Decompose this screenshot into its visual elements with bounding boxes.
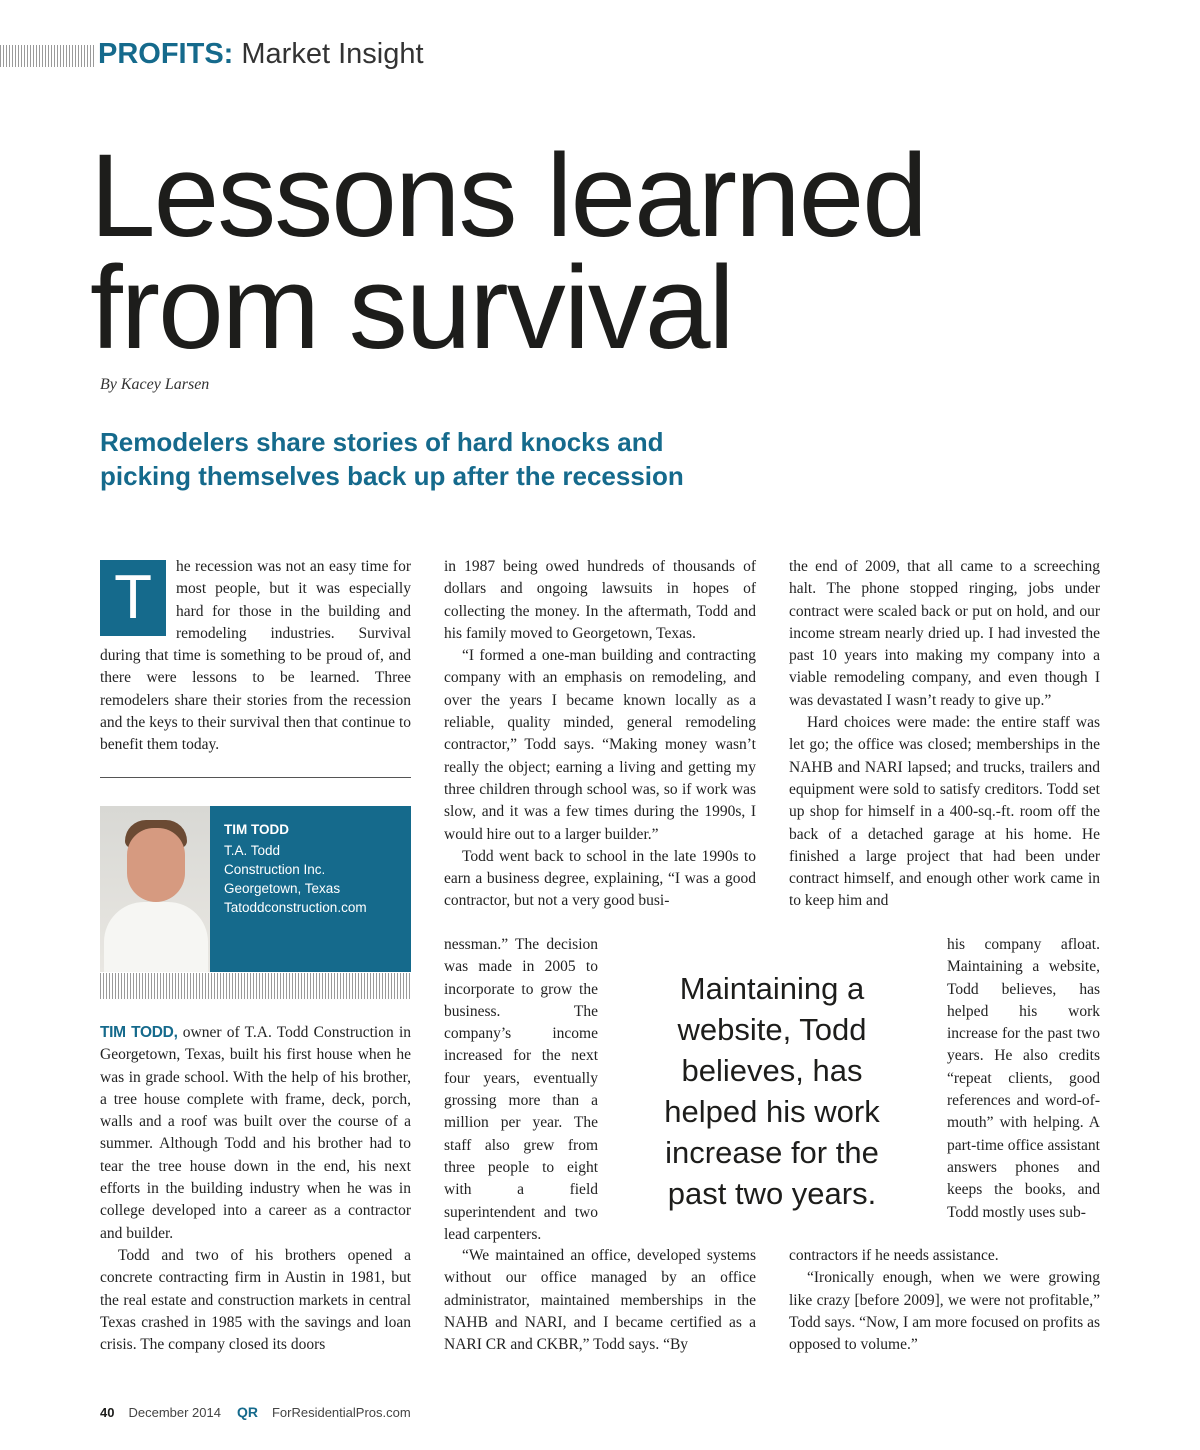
col2-paragraph-3b: nessman.” The decision was made in 2005 to incorporate to grow the business. The company’s income increased for the next four years, eventually grossing more than a million per year. The staff also grew from three people to eight with a field superintendent and two lead carpenters. (444, 936, 598, 1243)
column-1-body (100, 1022, 411, 1356)
name-lead-in: TIM TODD, (100, 1024, 178, 1041)
profile-location: Georgetown, Texas (224, 881, 341, 896)
col1-paragraph-1-text: owner of T.A. Todd Construction in Georgetown, Texas, built his first house when he was in grade school. With the help of his brother, a tree house complete with frame, deck, porch, walls and a roof was built over the course of a summer. Although Todd and his brother had to tear the tree house down in the end, his next efforts in the building industry when he was in college developed into a career as a contractor and builder. (100, 1024, 411, 1242)
col3-paragraph-2a: Hard choices were made: the entire staff was let go; the office was closed; memberships in the NAHB and NARI lapsed; and trucks, trailers and equipment were sold to satisfy creditors. Todd set up shop for himself in a 400-sq.-ft. room off the back of a detached garage at his home. He finished a large project that had been under contract himself, and enough other work came in to keep him and (789, 714, 1100, 910)
column-2-top (444, 556, 756, 913)
section-header (98, 38, 424, 71)
photo-shirt-shape (104, 902, 208, 972)
col3-paragraph-2b: his company afloat. Maintaining a website, Todd believes, has helped his work increase for the past two years. He also credits “repeat clients, good references and word-of-mouth” with helping. A part-time office assistant answers phones and keeps the books, and Todd mostly uses sub- (947, 936, 1100, 1221)
column-3-top (789, 556, 1100, 913)
section-topic: Market Insight (233, 38, 424, 70)
intro-paragraph: he recession was not an easy time for most people, but it was especially hard for those in the building and remodeling industries. Survival during that time is something to be proud of, and there were lessons to be learned. Three remodelers share their stories from the recession and the keys to their survival then that continue to benefit them today. (100, 558, 411, 754)
page-number: 40 (100, 1405, 115, 1420)
issue-date: December 2014 (128, 1405, 221, 1420)
profile-card (100, 806, 411, 972)
byline: By Kacey Larsen (100, 376, 210, 393)
col1-paragraph-1 (100, 1022, 411, 1245)
drop-cap: T (100, 560, 166, 636)
title-line-1: Lessons learned (90, 130, 926, 262)
col2-paragraph-4: “We maintained an office, developed systems without our office managed by an office administrator, maintained memberships in the NAHB and NARI, and I became certified as a NARI CR and CKBR,” Todd says. “By (444, 1247, 756, 1354)
col1-paragraph-2: Todd and two of his brothers opened a concrete contracting firm in Austin in 1981, but the real estate and construction markets in central Texas crashed in 1985 with the savings and loan crisis. The company closed its doors (100, 1246, 411, 1354)
article-title (90, 130, 1090, 374)
col3-paragraph-3: “Ironically enough, when we were growing like crazy [before 2009], we were not profitable,” Todd says. “Now, I am more focused on profits as opposed to volume.” (789, 1269, 1100, 1354)
section-kicker: PROFITS: (98, 38, 234, 70)
profile-photo (100, 806, 210, 972)
title-line-2: from survival (90, 242, 733, 374)
profile-website: Tatoddconstruction.com (224, 900, 367, 915)
page-footer (100, 1404, 411, 1420)
col2-paragraph-1: in 1987 being owed hundreds of thousands of dollars and ongoing lawsuits in hopes of collecting the money. In the aftermath, Todd and his family moved to Georgetown, Texas. (444, 558, 756, 642)
header-barcode-decoration (0, 45, 96, 67)
column-3-narrow (947, 934, 1100, 1224)
profile-company-line-2: Construction Inc. (224, 862, 326, 877)
column-2-bottom (444, 1245, 756, 1356)
column-3-bottom (789, 1245, 1100, 1356)
profile-name: TIM TODD (224, 822, 289, 837)
column-divider (100, 777, 411, 778)
col3-paragraph-1: the end of 2009, that all came to a screeching halt. The phone stopped ringing, jobs under contract were scaled back or put on hold, and our income stream nearly dried up. I had invested the past 10 years into making my company into a viable remodeling company, and even though I was devastated I wasn’t ready to give up.” (789, 558, 1100, 709)
profile-details (224, 820, 367, 917)
article-deck (100, 425, 740, 493)
website-url: ForResidentialPros.com (271, 1405, 411, 1420)
profile-barcode-decoration (100, 973, 411, 999)
deck-line-2: picking themselves back up after the recession (100, 461, 684, 491)
deck-line-1: Remodelers share stories of hard knocks and (100, 427, 664, 457)
magazine-logo: QR (236, 1404, 258, 1420)
pull-quote: Maintaining a website, Todd believes, has helped his work increase for the past two years. (664, 971, 880, 1211)
col3-paragraph-2c: contractors if he needs assistance. (789, 1247, 999, 1264)
col2-paragraph-2: “I formed a one-man building and contracting company with an emphasis on remodeling, and over the years I became known locally as a reliable, quality minded, general remodeling contractor,” Todd says. “Making money wasn’t really the object; earning a living and getting my three children through school was, so if work was slow, and it was a few times during the 1990s, I would hire out to a larger builder.” (444, 647, 756, 843)
column-2-narrow (444, 934, 598, 1246)
col2-paragraph-3a: Todd went back to school in the late 1990s to earn a business degree, explaining, “I was a good contractor, but not a very good busi- (444, 847, 756, 910)
photo-face-shape (127, 828, 185, 902)
profile-company-line-1: T.A. Todd (224, 843, 281, 858)
intro-column (100, 556, 411, 757)
